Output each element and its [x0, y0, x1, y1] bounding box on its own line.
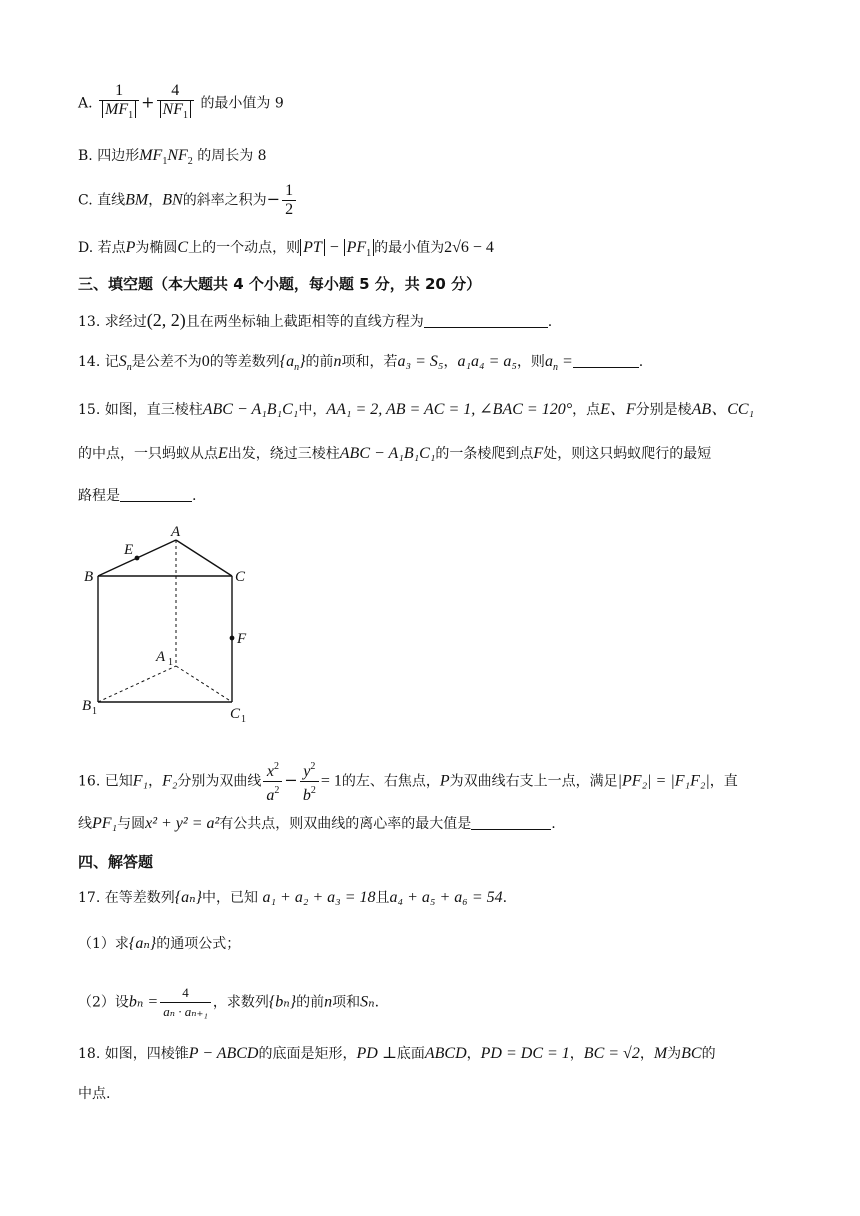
option-c: C. 直线BM，BN的斜率之积为− $\frac{1}{2}$ — [78, 182, 298, 219]
answer-blank — [573, 353, 639, 368]
label-b1: B — [82, 698, 92, 714]
question-18-line-2: 中点. — [78, 1086, 111, 1102]
question-15-line-3: 路程是 . — [78, 488, 197, 504]
fraction-4-over-nf1: $\frac{4}{NF_1}$ — [157, 82, 194, 125]
label-b: B — [84, 569, 94, 585]
prism-figure — [78, 524, 258, 724]
option-letter: A. — [78, 95, 93, 112]
option-b: B. 四边形$MF_1NF_2$ 的周长为 8 — [78, 147, 267, 167]
question-18: 18. 如图，四棱锥P − ABCD的底面是矩形，PD ⊥底面ABCD，PD = DC = 1，BC = √2，M为BC的 — [78, 1045, 716, 1062]
point-f — [230, 636, 235, 641]
label-c1: C — [230, 706, 241, 722]
option-d: D. 若点P为椭圆C上的一个动点，则 PT − $PF_1$ 的最小值为2√6 − 4 — [78, 239, 494, 259]
question-14: 14. 记$S_n$是公差不为0的等差数列$\{a_n\}$的前n项和，若a₃ = S₅，a₁a₄ = a₅，则$a_n$ = . — [78, 353, 644, 373]
fraction-1-over-mf1: $\frac{1}{MF_1}$ — [99, 82, 139, 125]
option-a: A. $\frac{1}{MF_1}$ + $\frac{4}{NF_1}$ 的最小值为 9 — [78, 82, 284, 125]
label-e: E — [124, 542, 134, 558]
point-e — [135, 556, 140, 561]
answer-blank — [471, 815, 551, 830]
question-17-part-1: （1）求{aₙ}的通项公式； — [78, 935, 241, 952]
option-text: 的最小值为 9 — [200, 95, 284, 112]
question-15-line-2: 的中点，一只蚂蚁从点E出发，绕过三棱柱ABC − A₁B₁C₁的一条棱爬到点F处，则这只蚂蚁爬行的最短 — [78, 445, 712, 462]
question-17-part-2: （2）设bₙ = $\frac{4}{\text{aₙ · aₙ₊₁}}$ ，求数列{bₙ}的前n项和Sₙ. — [78, 985, 380, 1019]
label-c: C — [235, 569, 246, 585]
answer-blank — [120, 487, 192, 502]
fraction-one-half: $\frac{1}{2}$ — [282, 182, 296, 219]
label-f: F — [237, 631, 247, 647]
svg-text:1: 1 — [168, 657, 173, 668]
fraction-x2-a2: $\frac{x^2}{a^2}$ — [263, 758, 282, 805]
fraction-bn: $\frac{4}{\text{aₙ · aₙ₊₁}}$ — [160, 984, 211, 1021]
fraction-y2-b2: $\frac{y^2}{b^2}$ — [300, 758, 319, 805]
question-13: 13. 求经过(2, 2)且在两坐标轴上截距相等的直线方程为 . — [78, 310, 553, 330]
section-heading-solve: 四、解答题 — [78, 853, 154, 871]
section-heading-fill-in: 三、填空题（本大题共 4 个小题，每小题 5 分，共 20 分） — [78, 275, 482, 293]
svg-text:1: 1 — [241, 714, 246, 724]
label-a1: A — [156, 649, 166, 665]
question-16-line-2: 线PF₁与圆x² + y² = a²有公共点，则双曲线的离心率的最大值是 . — [78, 815, 556, 832]
answer-blank — [424, 313, 548, 328]
label-a: A — [171, 524, 181, 540]
svg-text:1: 1 — [92, 706, 97, 717]
question-16: 16. 已知F₁，F₂分别为双曲线 $\frac{x^2}{a^2}$ − $\frac{y^2}{b^2}$ = 1的左、右焦点，P为双曲线右支上一点，满足|PF₂| = |F₁F₂|，直 — [78, 758, 738, 805]
question-17: 17. 在等差数列{aₙ}中，已知 a₁ + a₂ + a₃ = 18且a₄ + a₅ + a₆ = 54. — [78, 889, 508, 906]
question-15: 15. 如图，直三棱柱ABC − A₁B₁C₁中，AA₁ = 2, AB = AC = 1, ∠BAC = 120°，点E、F分别是棱AB、CC₁ — [78, 401, 755, 418]
